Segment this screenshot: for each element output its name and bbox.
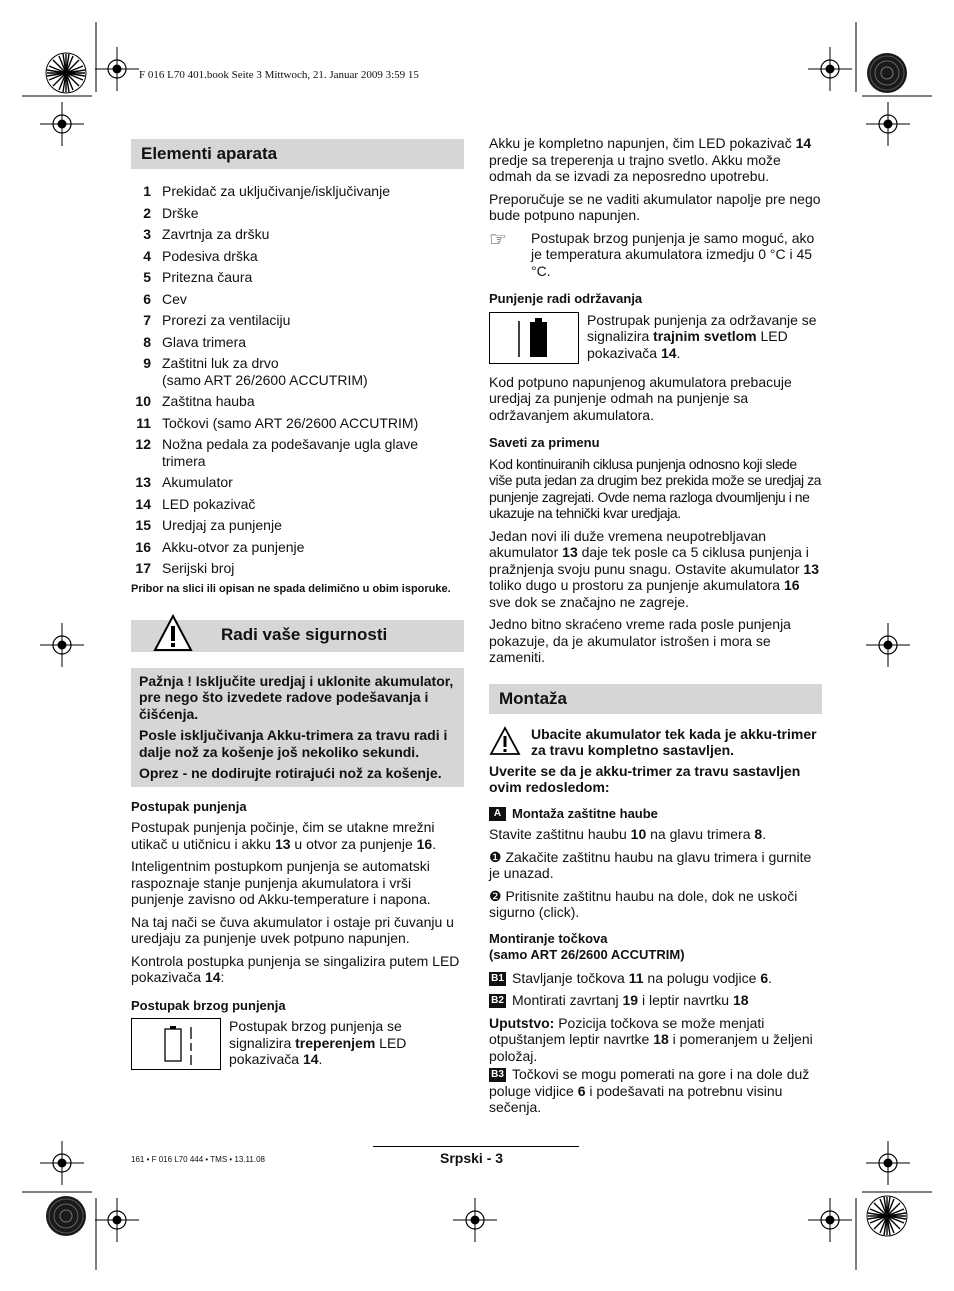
item-label: Zaštitni luk za drvo (samo ART 26/2600 ACCUTRIM) <box>162 355 368 388</box>
pribor-note: Pribor na slici ili opisan ne spada delimično u obim isporuke. <box>131 582 451 595</box>
item-label: Uredjaj za punjenje <box>162 517 282 533</box>
saveti-p2: Jedan novi ili duže vremena neupotrebljavan akumulator 13 daje tek posle ca 5 ciklusa punjenja i pražnjenja svoju punu snagu. Ostavite akumulator 13 toliko dugo u prostoru za punjenje akumulatora 16 sve dok se značajno ne zagreje. <box>489 527 819 610</box>
parts-list-item <box>131 355 464 388</box>
montaza-warning <box>489 726 822 759</box>
saveti-p1: Kod kontinuiranih ciklusa punjenja odnosno koji slede više puta jedan za drugim bez prekida može se uredjaj za punjenje zagrejati. Ovde nema razloga dvoumljenju i ne ukazuje na tehnički kvar uredjaja. <box>489 455 821 521</box>
right-column <box>489 135 822 1122</box>
item-label: Zaštitna hauba <box>162 393 255 409</box>
item-label: Akku-otvor za punjenje <box>162 538 305 555</box>
b1-step: B1 Stavljanje točkova 11 na polugu vodjice 6. <box>489 970 822 987</box>
parts-list-item <box>131 539 464 556</box>
parts-list-item <box>131 226 464 243</box>
parts-list-item <box>131 415 464 432</box>
brzog-text: Postupak brzog punjenja se signalizira treperenjem LED pokazivača 14. <box>229 1018 407 1067</box>
tockovi-title <box>489 931 822 964</box>
steady-battery-figure <box>489 312 579 364</box>
parts-list-item <box>131 517 464 534</box>
blinking-battery-figure <box>131 1018 221 1070</box>
postupak-p4: Kontrola postupka punjenja se singalizira putem LED pokazivača 14: <box>131 952 460 985</box>
item-number: 16 <box>135 538 151 555</box>
right-p1: Akku je kompletno napunjen, čim LED pokazivač 14 predje sa treperenja u trajno svetlo. Akku može odmah da se izvadi za neposredno upotrebu. <box>489 135 812 184</box>
item-number: 6 <box>143 290 151 307</box>
item-label: Prekidač za uključivanje/isključivanje <box>162 183 390 199</box>
parts-list-item <box>131 474 464 491</box>
figure-badge-b3: B3 <box>489 1068 506 1082</box>
item-number: 15 <box>135 517 151 533</box>
item-number: 10 <box>135 393 151 409</box>
item-number: 7 <box>143 312 151 328</box>
item-number: 9 <box>143 355 151 371</box>
b2-step: B2 Montirati zavrtanj 19 i leptir navrtku 18 <box>489 992 822 1009</box>
item-number: 13 <box>135 474 151 490</box>
haube-p1: Stavite zaštitnu haubu 10 na glavu trimera 8. <box>489 826 767 842</box>
section-title-montaza: Montaža <box>489 684 822 714</box>
uputstvo-label: Uputstvo: <box>489 1014 555 1031</box>
parts-list-item <box>131 496 464 513</box>
odrz-row <box>489 312 822 364</box>
item-number: 4 <box>143 247 151 264</box>
item-number: 12 <box>135 436 151 452</box>
figure-badge-b1: B1 <box>489 972 506 986</box>
footer-code: 161 • F 016 L70 444 • TMS • 13.11.08 <box>131 1155 265 1164</box>
item-label: Serijski broj <box>162 560 235 576</box>
odrz-text: Postrupak punjenja za održavanje se signalizira trajnim svetlom LED pokazivača 14. <box>587 311 817 361</box>
item-label: Prorezi za ventilaciju <box>162 312 291 328</box>
section-title-elementi: Elementi aparata <box>131 139 464 169</box>
item-number: 8 <box>143 333 151 350</box>
item-number: 3 <box>143 226 151 242</box>
file-header-line: F 016 L70 401.book Seite 3 Mittwoch, 21. Januar 2009 3:59 15 <box>139 69 419 81</box>
haube-step1 <box>489 849 822 882</box>
parts-list-item <box>131 205 464 222</box>
haube-step2 <box>489 888 822 921</box>
item-label: Točkovi (samo ART 26/2600 ACCUTRIM) <box>162 414 419 431</box>
hand-note <box>489 230 822 280</box>
item-label: Zavrtnja za dršku <box>162 226 270 242</box>
postupak-p3: Na taj nači se čuva akumulator i ostaje pri čuvanju u uredjaju za punjenje uvek potpuno napunjen. <box>131 913 454 946</box>
item-label: Drške <box>162 204 199 221</box>
item-number: 11 <box>136 414 151 431</box>
saveti-p3: Jedno bitno skraćeno vreme rada posle punjenja pokazuje, da je akumulator istrošen i mora se zameniti. <box>489 616 791 665</box>
section-title-sigurnost <box>131 620 464 652</box>
warning-triangle-icon <box>153 614 193 652</box>
parts-list-item <box>131 393 464 410</box>
parts-list-item <box>131 183 464 200</box>
left-column <box>131 139 464 1076</box>
parts-list-item <box>131 436 464 469</box>
b3-step: B3 Točkovi se mogu pomerati na gore i na dole duž poluge vidjice 6 i podešavati na potrebnu visinu sečenja. <box>489 1066 810 1115</box>
parts-list-item <box>131 560 464 577</box>
item-label: LED pokazivač <box>162 495 256 512</box>
postupak-p2: Inteligentnim postupkom punjenja se automatski raspoznaje stanje punjenja akumulatora i vrši punjenje zavisno od Akku-temperature i napona. <box>131 858 431 907</box>
haube-title <box>489 806 822 823</box>
parts-list-item <box>131 334 464 351</box>
item-label: Glava trimera <box>162 333 247 350</box>
right-p2: Preporučuje se ne vaditi akumulator napolje pre nego bude potpuno napunjen. <box>489 190 821 223</box>
item-label: Akumulator <box>162 474 233 490</box>
warning-2: Posle isključivanja Akku-trimera za travu radi i dalje nož za košenje još nekoliko sekundi. <box>139 727 448 760</box>
page-number: Srpski - 3 <box>440 1150 504 1166</box>
warning-3: Oprez - ne dodirujte rotirajući nož za košenje. <box>139 765 442 781</box>
hand-note-text: Postupak brzog punjenja je samo moguć, ako je temperatura akumulatora izmedju 0 °C i 45 °C. <box>531 229 815 279</box>
item-label: Podesiva drška <box>162 247 258 264</box>
brzog-row <box>131 1018 464 1070</box>
parts-list-item <box>131 312 464 329</box>
safety-warning-box <box>131 668 464 787</box>
item-number: 17 <box>135 560 151 576</box>
item-label: Pritezna čaura <box>162 269 253 285</box>
item-label: Nožna pedala za podešavanje ugla glave trimera <box>162 436 419 469</box>
step-1-number: ❶ <box>489 848 502 865</box>
parts-list-item <box>131 248 464 265</box>
figure-badge-b2: B2 <box>489 994 506 1008</box>
pointing-hand-icon: ☞ <box>489 228 507 251</box>
footer-rule <box>373 1146 579 1147</box>
parts-list-item <box>131 269 464 286</box>
warning-1: Pažnja ! Isključite uredjaj i uklonite akumulator, pre nego što izvedete radove podešavanja i čišćenja. <box>139 672 454 722</box>
item-number: 1 <box>143 183 151 199</box>
postupak-p1: Postupak punjenja počinje, čim se utakne mrežni utikač u utičnicu i akku 13 u otvor za punjenje 16. <box>131 819 437 852</box>
warning-triangle-icon <box>489 726 521 756</box>
tockovi-title-line1: Montiranje točkova <box>489 930 608 946</box>
postupak-title: Postupak punjenja <box>131 798 247 814</box>
item-number: 5 <box>143 269 151 285</box>
sigurnost-title-text: Radi vaše sigurnosti <box>221 624 388 644</box>
haube-step2-text: Pritisnite zaštitnu haubu na dole, dok ne uskoči sigurno (click). <box>489 887 798 920</box>
step-2-number: ❷ <box>489 887 502 904</box>
saveti-title: Saveti za primenu <box>489 435 600 450</box>
item-number: 2 <box>143 204 151 221</box>
parts-list <box>131 183 464 577</box>
right-p3: Kod potpuno napunjenog akumulatora prebacuje uredjaj za punjenje odmah na punjenje sa održavanjem akumulatora. <box>489 373 792 423</box>
brzog-title: Postupak brzog punjenja <box>131 997 286 1013</box>
item-label: Cev <box>162 290 187 307</box>
item-number: 14 <box>135 495 151 512</box>
figure-badge-a: A <box>489 807 506 821</box>
haube-step1-text: Zakačite zaštitnu haubu na glavu trimera i gurnite je unazad. <box>489 848 812 881</box>
haube-title-text: Montaža zaštitne haube <box>512 805 658 821</box>
montaza-warning-text: Ubacite akumulator tek kada je akku-trimer za travu kompletno sastavljen. <box>531 725 817 758</box>
montaza-order: Uverite se da je akku-trimer za travu sastavljen ovim redosledom: <box>489 762 801 795</box>
uputstvo: Uputstvo: Pozicija točkova se može menjati otpuštanjem leptir navrtke 18 i pomeranjem u željeni položaj. <box>489 1014 813 1064</box>
odrz-title: Punjenje radi održavanja <box>489 291 643 306</box>
parts-list-item <box>131 291 464 308</box>
tockovi-title-line2: (samo ART 26/2600 ACCUTRIM) <box>489 947 685 962</box>
